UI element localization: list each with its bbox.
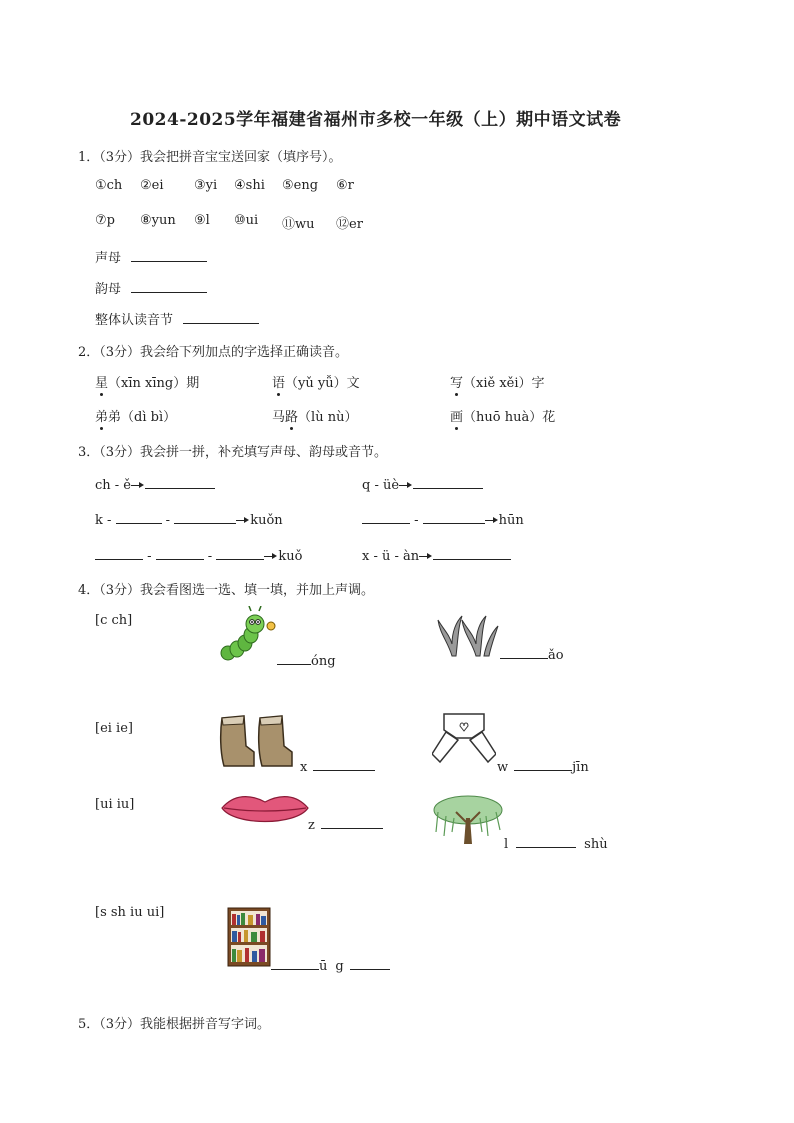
- blank[interactable]: [271, 957, 319, 970]
- arrow-icon: [236, 520, 246, 521]
- spell-part: ch - ě: [95, 478, 132, 493]
- spell-part: -: [203, 549, 217, 564]
- spell-result: kuǒ: [278, 549, 303, 564]
- q4-r1-b: [500, 646, 564, 663]
- spell-part: k -: [95, 513, 116, 528]
- blank-shengmu[interactable]: [131, 249, 207, 262]
- arrow-icon: [419, 556, 429, 557]
- pinyin-options[interactable]: （yǔ yǚ）: [285, 376, 347, 391]
- spell-part: -: [161, 513, 175, 528]
- rest-char: 期: [186, 376, 200, 391]
- q4-label-2: [ei ie]: [95, 721, 133, 736]
- spell-result: hūn: [498, 513, 524, 528]
- spell-part: x - ü - àn: [362, 549, 420, 564]
- q2-item-4: [95, 406, 176, 425]
- dotted-char: 星: [95, 372, 108, 391]
- caterpillar-icon: [218, 606, 280, 664]
- pinyin-final: ǎo: [548, 648, 564, 663]
- label-shengmu: 声母: [95, 251, 122, 266]
- arrow-icon: [264, 556, 274, 557]
- pre-char: 马: [272, 410, 286, 425]
- pinyin-final: óng: [311, 654, 336, 669]
- q4-stem: 4．（3分）我会看图选一选、填一填，并加上声调。: [78, 583, 375, 598]
- pinyin-final: ū: [319, 959, 328, 974]
- pinyin-syllable: shù: [584, 837, 608, 852]
- page-title: 2024-2025学年福建省福州市多校一年级（上）期中语文试卷: [130, 110, 622, 130]
- q4-r3-b: [504, 835, 608, 852]
- rest-char: 文: [346, 376, 360, 391]
- q2-stem: 2．（3分）我会给下列加点的字选择正确读音。: [78, 345, 349, 360]
- option-3: ③yi: [194, 178, 218, 193]
- option-4: ④shi: [234, 178, 265, 193]
- q3-a2: [362, 476, 483, 493]
- spell-result: kuǒn: [250, 513, 283, 528]
- blank[interactable]: [413, 476, 483, 489]
- bookshelf-icon: [226, 906, 272, 968]
- arrow-icon: [131, 485, 141, 486]
- arrow-icon: [485, 520, 495, 521]
- q3-stem: 3．（3分）我会拼一拼，补充填写声母、韵母或音节。: [78, 445, 388, 460]
- blank[interactable]: [277, 652, 311, 665]
- label-zhengti: 整体认读音节: [95, 313, 174, 328]
- dotted-char: 画: [450, 406, 463, 425]
- blank[interactable]: [174, 511, 236, 524]
- q4-r3-a: [308, 816, 383, 833]
- option-5: ⑤eng: [282, 178, 319, 193]
- q4-label-3: [ui iu]: [95, 797, 135, 812]
- spell-part: q - üè: [362, 478, 400, 493]
- blank[interactable]: [350, 957, 390, 970]
- q2-item-3: [450, 372, 545, 391]
- pinyin-final: g: [335, 959, 344, 974]
- q1-stem: 1．（3分）我会把拼音宝宝送回家（填序号）。: [78, 150, 342, 165]
- blank[interactable]: [362, 511, 410, 524]
- q4-r2-a: [300, 758, 375, 775]
- dotted-char: 弟: [95, 406, 108, 425]
- dotted-char: 路: [285, 406, 298, 425]
- blank[interactable]: [433, 547, 511, 560]
- spell-part: -: [143, 549, 156, 564]
- q2-item-5: [272, 406, 357, 425]
- blank[interactable]: [321, 816, 383, 829]
- q3-b1: [95, 511, 283, 528]
- blank[interactable]: [516, 835, 576, 848]
- option-11: ⑪wu: [282, 217, 315, 232]
- blank[interactable]: [95, 547, 143, 560]
- dotted-char: 语: [272, 372, 285, 391]
- q4-label-1: [c ch]: [95, 613, 133, 628]
- blank[interactable]: [156, 547, 204, 560]
- rest-char: 花: [542, 410, 556, 425]
- answer-yunmu: [95, 278, 207, 297]
- q3-c2: [362, 547, 511, 564]
- rest-char: 字: [531, 376, 545, 391]
- q5-stem: 5．（3分）我能根据拼音写字词。: [78, 1017, 271, 1032]
- blank[interactable]: [116, 511, 162, 524]
- q3-c1: [95, 547, 302, 564]
- q4-r1-a: [277, 652, 336, 669]
- q2-item-1: [95, 372, 199, 391]
- option-10: ⑩ui: [234, 213, 259, 228]
- lips-icon: [220, 792, 310, 828]
- pinyin-initial: x: [300, 760, 308, 775]
- option-2: ②ei: [140, 178, 164, 193]
- blank[interactable]: [500, 646, 548, 659]
- answer-zhengti: [95, 309, 259, 328]
- q4-r2-b: [497, 758, 589, 775]
- pinyin-initial: l: [504, 837, 509, 852]
- grass-icon: [436, 614, 500, 658]
- pinyin-initial: z: [308, 818, 315, 833]
- arrow-icon: [399, 485, 409, 486]
- pinyin-options[interactable]: （huō huà）: [463, 410, 543, 425]
- scarf-icon: [432, 710, 496, 770]
- blank[interactable]: [216, 547, 264, 560]
- option-6: ⑥r: [336, 178, 354, 193]
- q2-item-2: [272, 372, 360, 391]
- pinyin-options[interactable]: （lù nù）: [298, 410, 358, 425]
- blank[interactable]: [145, 476, 215, 489]
- option-1: ①ch: [95, 178, 123, 193]
- blank-yunmu[interactable]: [131, 280, 207, 293]
- pinyin-initial: w: [497, 760, 509, 775]
- spell-part: -: [410, 513, 423, 528]
- blank-zhengti[interactable]: [183, 311, 259, 324]
- blank[interactable]: [423, 511, 485, 524]
- option-9: ⑨l: [194, 213, 210, 228]
- pinyin-options[interactable]: 弟（dì bì）: [108, 410, 177, 425]
- option-7: ⑦p: [95, 213, 115, 228]
- pinyin-options[interactable]: （xiě xěi）: [463, 376, 532, 391]
- q3-b2: [362, 511, 524, 528]
- q3-a1: [95, 476, 215, 493]
- answer-shengmu: [95, 247, 207, 266]
- dotted-char: 写: [450, 372, 463, 391]
- pinyin-options[interactable]: （xīn xīng）: [108, 376, 187, 391]
- boots-icon: [216, 712, 296, 770]
- blank[interactable]: [514, 758, 572, 771]
- option-8: ⑧yun: [140, 213, 176, 228]
- q2-item-6: [450, 406, 555, 425]
- q4-label-4: [s sh iu ui]: [95, 905, 165, 920]
- label-yunmu: 韵母: [95, 282, 122, 297]
- pinyin-syllable: jīn: [572, 760, 589, 775]
- willow-icon: [430, 792, 506, 846]
- option-12: ⑫er: [336, 217, 363, 232]
- blank[interactable]: [313, 758, 375, 771]
- q4-r4-a: [271, 957, 390, 974]
